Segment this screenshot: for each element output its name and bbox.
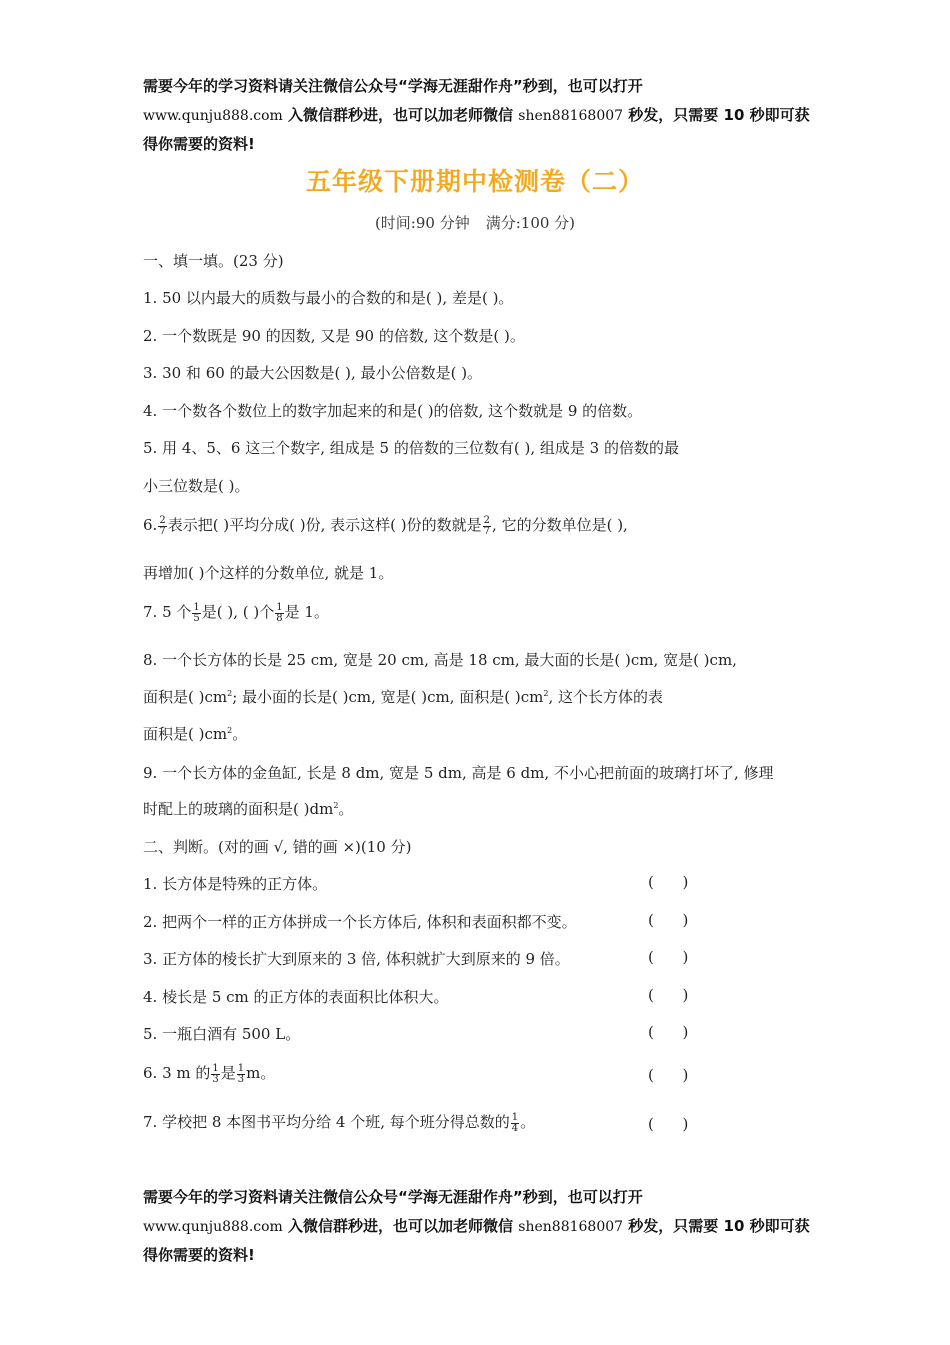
question-3: 3. 30 和 60 的最大公因数是( ), 最小公倍数是( )。 <box>143 364 483 382</box>
q7-text-c: 是 1。 <box>284 603 329 621</box>
section2-heading: 二、判断。(对的画 √, 错的画 ×)(10 分) <box>143 838 412 856</box>
promo-banner-top <box>143 72 823 159</box>
q6-number: 6. <box>143 516 158 534</box>
judge-3: 3. 正方体的棱长扩大到原来的 3 倍, 体积就扩大到原来的 9 倍。 <box>143 950 570 968</box>
promo-banner-bottom <box>143 1183 823 1270</box>
question-1: 1. 50 以内最大的质数与最小的合数的和是( ), 差是( )。 <box>143 289 514 307</box>
frac-num: 2 <box>159 514 166 526</box>
question-5-line-2: 小三位数是( )。 <box>143 477 250 495</box>
page-title: 五年级下册期中检测卷（二） <box>305 167 644 196</box>
promo-line-3: 得你需要的资料! <box>143 1246 255 1264</box>
exam-time: (时间:90 分钟 <box>374 214 470 232</box>
question-9-line-1: 9. 一个长方体的金鱼缸, 长是 8 dm, 宽是 5 dm, 高是 6 dm, 不小心把前面的玻璃打坏了, 修理 <box>143 764 774 782</box>
section1-heading: 一、填一填。(23 分) <box>143 252 284 270</box>
fraction-1-5 <box>192 603 200 624</box>
frac-num: 1 <box>193 601 200 613</box>
q7-text-b: 是( ), ( )个 <box>201 603 275 621</box>
q8-text-c: , 这个长方体的表 <box>548 688 664 706</box>
promo-line-1: 需要今年的学习资料请关注微信公众号“学海无涯甜作舟”秒到，也可以打开 <box>143 77 643 95</box>
q6-text-end: , 它的分数单位是( ), <box>492 516 628 534</box>
square-sup: 2 <box>333 801 339 810</box>
question-8-line-2 <box>143 686 663 707</box>
frac-den: 3 <box>237 1073 245 1085</box>
promo-wechat-id: shen88168007 <box>518 107 624 124</box>
frac-den: 7 <box>159 525 166 537</box>
question-7 <box>143 601 329 624</box>
answer-blank-3[interactable]: ( ) <box>648 948 689 966</box>
answer-blank-7[interactable]: ( ) <box>648 1115 689 1133</box>
promo-url[interactable]: www.qunju888.com <box>143 1218 283 1235</box>
fraction-1-8 <box>275 603 283 624</box>
q9-text: 时配上的玻璃的面积是( )dm <box>143 800 334 818</box>
promo-line-2 <box>143 101 823 131</box>
judge-6 <box>143 1062 275 1085</box>
fraction-2-7 <box>158 516 166 537</box>
square-sup: 2 <box>227 726 233 735</box>
exam-info <box>0 212 950 233</box>
frac-den: 8 <box>276 612 283 624</box>
promo-line-3: 得你需要的资料! <box>143 135 255 153</box>
frac-den: 3 <box>212 1073 219 1085</box>
frac-num: 1 <box>237 1062 245 1074</box>
fraction-2-7 <box>483 516 491 537</box>
j7-text-end: 。 <box>520 1113 536 1131</box>
question-5-line-1: 5. 用 4、5、6 这三个数字, 组成是 5 的倍数的三位数有( ), 组成是 3 的倍数的最 <box>143 439 679 457</box>
q8-text-d: 面积是( )cm <box>143 725 228 743</box>
q8-text-a: 面积是( )cm <box>143 688 228 706</box>
judge-7 <box>143 1111 535 1134</box>
exam-score: 满分:100 分) <box>485 214 576 232</box>
j6-text-c: m。 <box>246 1064 276 1082</box>
frac-den: 4 <box>511 1122 519 1134</box>
promo-wechat-id: shen88168007 <box>518 1218 624 1235</box>
j6-text-b: 是 <box>220 1064 236 1082</box>
promo-line-1: 需要今年的学习资料请关注微信公众号“学海无涯甜作舟”秒到，也可以打开 <box>143 1188 643 1206</box>
square-sup: 2 <box>227 689 233 698</box>
judge-1: 1. 长方体是特殊的正方体。 <box>143 875 328 893</box>
frac-num: 1 <box>511 1111 519 1123</box>
q6-text: 表示把( )平均分成( )份, 表示这样( )份的数就是 <box>167 516 482 534</box>
promo-url[interactable]: www.qunju888.com <box>143 107 283 124</box>
answer-blank-6[interactable]: ( ) <box>648 1066 689 1084</box>
question-9-line-2 <box>143 798 353 819</box>
question-6-line-1 <box>143 514 628 537</box>
frac-num: 1 <box>212 1062 219 1074</box>
question-6-line-2: 再增加( )个这样的分数单位, 就是 1。 <box>143 564 394 582</box>
frac-den: 7 <box>483 525 491 537</box>
question-8-line-1: 8. 一个长方体的长是 25 cm, 宽是 20 cm, 高是 18 cm, 最大面的长是( )cm, 宽是( )cm, <box>143 651 737 669</box>
question-8-line-3 <box>143 723 247 744</box>
fraction-1-3 <box>211 1064 219 1085</box>
judge-4: 4. 棱长是 5 cm 的正方体的表面积比体积大。 <box>143 988 449 1006</box>
promo-line-2 <box>143 1212 823 1242</box>
answer-blank-5[interactable]: ( ) <box>648 1023 689 1041</box>
frac-num: 2 <box>483 514 491 526</box>
question-2: 2. 一个数既是 90 的因数, 又是 90 的倍数, 这个数是( )。 <box>143 327 525 345</box>
fraction-1-4 <box>511 1113 519 1134</box>
answer-blank-1[interactable]: ( ) <box>648 873 689 891</box>
promo-text: 入微信群秒进，也可以加老师微信 <box>288 1216 514 1235</box>
promo-text-end: 秒发，只需要 10 秒即可获 <box>628 1216 810 1235</box>
j7-text: 7. 学校把 8 本图书平均分给 4 个班, 每个班分得总数的 <box>143 1113 510 1131</box>
question-4: 4. 一个数各个数位上的数字加起来的和是( )的倍数, 这个数就是 9 的倍数。 <box>143 402 643 420</box>
answer-blank-4[interactable]: ( ) <box>648 986 689 1004</box>
j6-text-a: 6. 3 m 的 <box>143 1064 211 1082</box>
promo-text: 入微信群秒进，也可以加老师微信 <box>288 105 514 124</box>
square-sup: 2 <box>543 689 549 698</box>
q8-text-end: 。 <box>232 725 248 743</box>
fraction-1-3 <box>237 1064 245 1085</box>
judge-2: 2. 把两个一样的正方体拼成一个长方体后, 体积和表面积都不变。 <box>143 913 577 931</box>
q7-text-a: 7. 5 个 <box>143 603 192 621</box>
promo-text-end: 秒发，只需要 10 秒即可获 <box>628 105 810 124</box>
frac-num: 1 <box>276 601 283 613</box>
q8-text-b: ; 最小面的长是( )cm, 宽是( )cm, 面积是( )cm <box>232 688 544 706</box>
answer-blank-2[interactable]: ( ) <box>648 911 689 929</box>
frac-den: 5 <box>193 612 200 624</box>
judge-5: 5. 一瓶白酒有 500 L。 <box>143 1025 301 1043</box>
q9-text-end: 。 <box>338 800 354 818</box>
